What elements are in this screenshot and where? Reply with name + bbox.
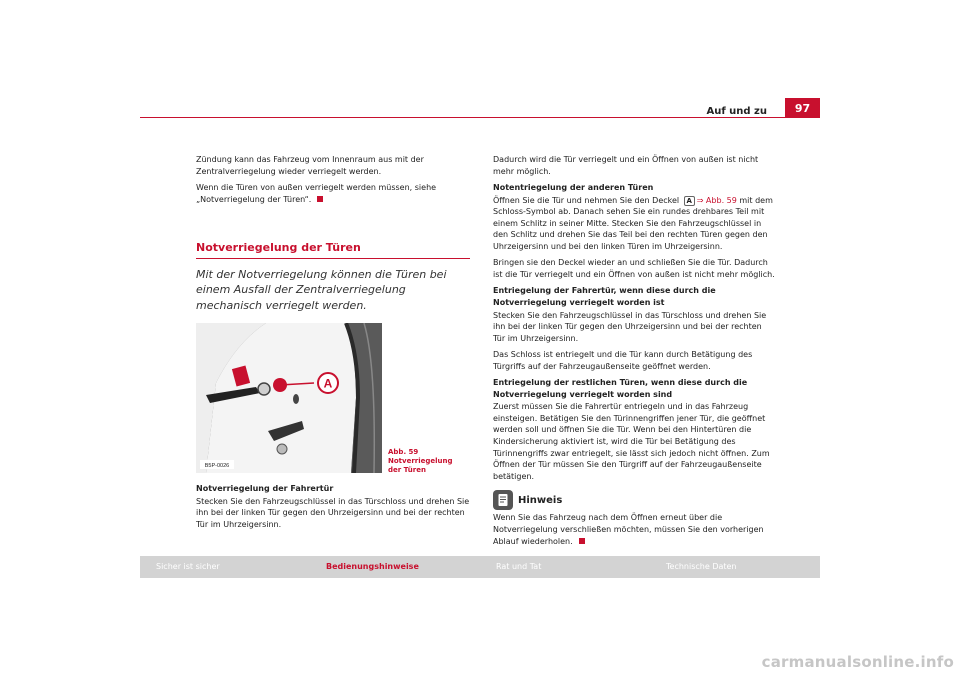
section-lead: Mit der Notverriegelung können die Türen bei einem Ausfall der Zentralverriegelung mechanisch verriegelt werden. <box>196 267 447 312</box>
see-also-paragraph: Wenn die Türen von außen verriegelt werden müssen, siehe „Notverriegelung der Türen“. <box>196 182 437 204</box>
footer-tab-sicher-ist-sicher[interactable]: Sicher ist sicher <box>156 562 220 571</box>
end-marker-icon <box>317 196 323 202</box>
driver-lock-text: Stecken Sie den Fahrzeugschlüssel in das Türschloss und drehen Sie ihn bei der linken Tür gegen den Uhrzeigersinn und bei der rechten Tür im Uhrzeigersinn. <box>196 496 470 530</box>
footer-tab-bedienungshinweise[interactable]: Bedienungshinweise <box>326 562 419 571</box>
page-number: 97 <box>785 98 820 118</box>
door-illustration-icon <box>196 323 382 473</box>
hint-label: Hinweis <box>518 494 563 506</box>
remaining-doors-text: Zuerst müssen Sie die Fahrertür entriegeln und in das Fahrzeug einsteigen. Betätigen Sie den Türinnengriffen jener Tür, die geöffnet werden soll und öffnen Sie die Tür. Wenn bei den Hintertüren die Kindersicherung aktiviert ist, wird die Tür bei Betätigung des Türinnengriffs zwar entriegelt, sie lässt sich jedoch nicht öffnen. Zum Öffnen der Tür müssen Sie den Türgriff auf der Fahrzeugaußenseite betätigen. <box>493 402 770 481</box>
left-column <box>196 154 471 535</box>
other-doors-text: Öffnen Sie die Tür und nehmen Sie den Deckel A ⇒ Abb. 59 mit dem Schloss-Symbol ab. Danach sehen Sie ein rundes drehbares Teil mit einem Schlitz in seiner Mitte. Stecken Sie den Fahrzeugschlüssel in den Schlitz und drehen Sie das Teil bei den rechten Türen gegen den Uhrzeigersinn und bei den linken Türen im Uhrzeigersinn. <box>493 195 773 251</box>
footer-tab-rat-und-tat[interactable]: Rat und Tat <box>496 562 542 571</box>
other-doors-heading: Notentriegelung der anderen Türen <box>493 182 654 192</box>
end-marker-icon <box>579 538 585 544</box>
header-rule <box>140 117 820 118</box>
figure-callout: A <box>323 376 333 391</box>
unlocked-paragraph: Das Schloss ist entriegelt und die Tür kann durch Betätigung des Türgriffs auf der Fahrzeugaußenseite geöffnet werden. <box>493 350 753 371</box>
figure-row <box>196 323 471 473</box>
driver-unlock-text: Stecken Sie den Fahrzeugschlüssel in das Türschloss und drehen Sie ihn bei der linken Tür gegen den Uhrzeigersinn und bei der rechten Tür im Uhrzeigersinn. <box>493 310 767 343</box>
driver-lock-heading: Notverriegelung der Fahrertür <box>196 484 334 494</box>
footer-nav <box>140 556 820 578</box>
figure-code: B5P-0026 <box>204 463 230 470</box>
driver-unlock-heading: Entriegelung der Fahrertür, wenn diese durch die Notverriegelung verriegelt worden ist <box>493 286 716 307</box>
page-title: Auf und zu <box>706 106 767 117</box>
watermark: carmanualsonline.info <box>761 653 954 671</box>
footer-tab-technische-daten[interactable]: Technische Daten <box>666 562 737 571</box>
remaining-doors-heading: Entriegelung der restlichen Türen, wenn diese durch die Notverriegelung verriegelt worden sind <box>493 378 748 399</box>
lock-result-paragraph: Dadurch wird die Tür verriegelt und ein Öffnen von außen ist nicht mehr möglich. <box>493 155 759 176</box>
hint-text: Wenn Sie das Fahrzeug nach dem Öffnen erneut über die Notverriegelung verschließen möchten, müssen Sie den vorherigen Ablauf wiederholen. <box>493 513 764 546</box>
section-heading: Notverriegelung der Türen <box>196 242 470 259</box>
door-lock-illustration <box>196 323 382 473</box>
intro-paragraph: Zündung kann das Fahrzeug vom Innenraum aus mit der Zentralverriegelung wieder verriegelt werden. <box>196 155 424 176</box>
figure-caption: Abb. 59 Notverriegelung der Türen <box>388 448 453 475</box>
reattach-cover-paragraph: Bringen sie den Deckel wieder an und schließen Sie die Tür. Dadurch ist die Tür verriegelt und ein Öffnen von außen ist nicht mehr möglich. <box>493 258 775 279</box>
callout-a-badge: A <box>684 196 695 206</box>
figure-reference-link[interactable]: ⇒ Abb. 59 <box>696 195 737 205</box>
hint-header <box>493 490 775 510</box>
right-column <box>493 154 775 552</box>
note-icon <box>493 490 513 510</box>
